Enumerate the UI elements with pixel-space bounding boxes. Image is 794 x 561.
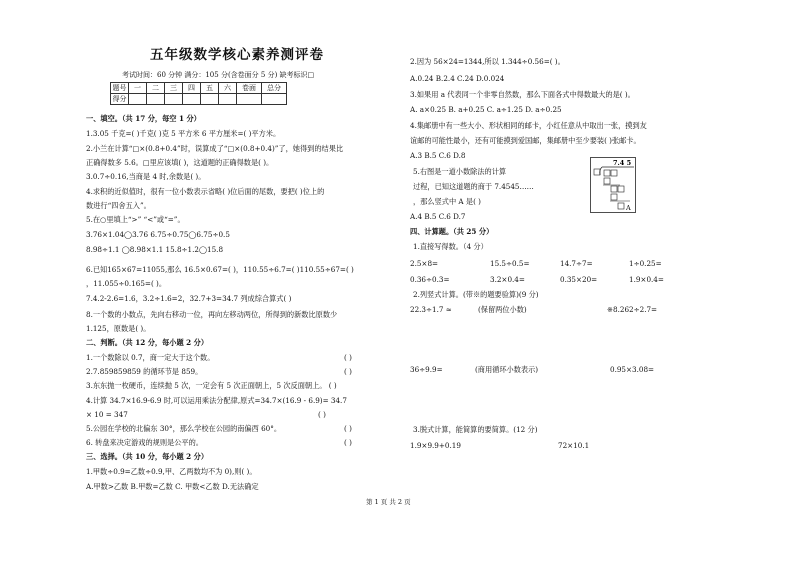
score-cell: 二 <box>147 83 165 94</box>
question-text: 7.4.2-2.6=1.6，3.2÷1.6=2，32.7+3=34.7 列成综合算式( ) <box>86 294 292 303</box>
score-table-score-row <box>111 94 287 105</box>
compare-row: 8.98÷1.1 ◯8.98×1.1 15.8÷1.2◯15.8 <box>86 245 224 254</box>
vertical-calc-item: 0.95×3.08= <box>610 365 655 374</box>
choice-question: 4.集邮册中有一些大小、形状相同的邮卡，小红任意从中取出一张，摸到友 <box>410 121 647 130</box>
question-text: 2.小兰在计算“□×(0.8+0.4”时，误算成了“□×(0.8+0.4)”了，她得到的结果比 <box>86 144 344 153</box>
score-table <box>110 82 287 105</box>
vertical-calc-note: (保留两位小数) <box>478 305 527 314</box>
choice-question: 1.甲数÷0.9=乙数÷0.9,甲、乙两数均不为 0),则( )。 <box>86 467 257 476</box>
judge-item: 2.7.859859859 的循环节是 859。 <box>86 367 203 376</box>
question-text: 数进行“四舍五入”。 <box>86 201 151 210</box>
answer-paren: ( ) <box>344 438 352 447</box>
question-text: 6.已知165×67=11055,那么 16.5×0.67=( )，110.55÷6.7=( )110.55÷67=( ) <box>86 265 354 274</box>
score-blank <box>262 94 287 105</box>
answer-paren: ( ) <box>344 367 352 376</box>
oral-calc-item: 0.35×20= <box>560 275 598 284</box>
score-cell: 五 <box>201 83 219 94</box>
question-text: 4.求积的近似值时，很有一位小数表示省略( )位后面的尾数，要把( )位上的 <box>86 187 325 196</box>
oral-calc-item: 15.5÷0.5= <box>490 259 530 268</box>
choice-question: 3.如果用 a 代表同一个非零自然数，那么下面各式中得数最大的是( )。 <box>410 90 635 99</box>
question-text: 1.3.05 千克=( )千克( )克 5 平方米 6 平方厘米=( )平方米。 <box>86 129 281 138</box>
subsection-title: 3.脱式计算，能简算的要简算。(12 分) <box>413 425 538 434</box>
choice-question: ，那么竖式中 A 是( ) <box>413 197 481 206</box>
choice-question: 谊邮的可能性最小，还有可能摸到爱国邮，集邮册中至少要装( )张邮卡。 <box>410 136 641 145</box>
exam-meta: 考试时间：60 分钟 满分：105 分(含卷面分 5 分) 缺考标识□ <box>122 71 315 79</box>
score-cell: 一 <box>129 83 147 94</box>
question-text: 正确得数多 5.6。□里应该填( )，这道题的正确得数是( )。 <box>86 158 274 167</box>
score-table-header-row <box>111 83 287 94</box>
subsection-title: 2.列竖式计算。(带※的题要验算)(9 分) <box>413 290 539 299</box>
section-fill-blank-title: 一、填空。（共 17 分，每空 1 分） <box>86 114 201 123</box>
vertical-calc-note: (商用循环小数表示) <box>475 365 539 374</box>
subsection-title: 1.直接写得数。（4 分） <box>413 242 488 251</box>
answer-paren: ( ) <box>344 353 352 362</box>
page-footer: 第 1 页 共 2 页 <box>366 498 411 506</box>
score-cell: 六 <box>219 83 237 94</box>
choice-options: A. a×0.25 B. a+0.25 C. a÷1.25 D. a÷0.25 <box>410 105 562 114</box>
choice-options: A.0.24 B.2.4 C.24 D.0.024 <box>410 74 505 83</box>
question-text: 8.一个数的小数点，先向右移动一位，再向左移动两位，所得到的新数比原数少 <box>86 310 338 319</box>
score-blank <box>129 94 147 105</box>
diagram-a-label: A <box>626 204 631 212</box>
vertical-calc-item: 36÷9.9= <box>410 365 443 374</box>
score-cell: 得分 <box>112 95 127 103</box>
score-blank <box>201 94 219 105</box>
vertical-calc-item: 22.3÷1.7 ≈ <box>410 305 452 314</box>
score-blank <box>183 94 201 105</box>
section-judge-title: 二、判断。（共 12 分，每小题 2 分） <box>86 338 209 347</box>
score-blank <box>237 94 262 105</box>
diagram-quotient: 7.4 5 <box>613 159 632 167</box>
choice-options: A.3 B.5 C.6 D.8 <box>410 151 466 160</box>
answer-paren: ( ) <box>318 410 326 419</box>
choice-options: A.甲数>乙数 B.甲数=乙数 C. 甲数<乙数 D.无法确定 <box>86 482 259 491</box>
judge-item: 3.东东抛一枚硬币，连续抛 5 次，一定会有 5 次正面朝上，5 次反面朝上。 ( ) <box>86 381 337 390</box>
score-blank <box>219 94 237 105</box>
oral-calc-item: 2.5×8= <box>410 259 439 268</box>
score-cell: 四 <box>183 83 201 94</box>
judge-item: 6. 转盘来决定游戏的规则是公平的。 <box>86 438 203 447</box>
oral-calc-item: 1÷0.25= <box>629 259 662 268</box>
question-text: 3.0.7÷0.16,当商是 4 时,余数是( )。 <box>86 172 206 181</box>
choice-question: 2.因为 56×24=1344,所以 1.344÷0.56=( )。 <box>410 57 565 66</box>
judge-item: × 10 = 347 <box>86 410 128 419</box>
answer-paren: ( ) <box>344 424 352 433</box>
long-division-diagram <box>590 157 636 213</box>
choice-options: A.4 B.5 C.6 D.7 <box>410 212 466 221</box>
step-calc-item: 72×10.1 <box>558 441 590 450</box>
section-choice-title: 三、选择。（共 10 分，每小题 2 分） <box>86 452 209 461</box>
oral-calc-item: 1.9×0.4= <box>629 275 664 284</box>
score-cell: 总分 <box>262 83 287 94</box>
exam-title: 五年级数学核心素养测评卷 <box>150 47 324 63</box>
question-text: 1.125，原数是( )。 <box>86 324 151 333</box>
score-cell: 题号 <box>112 84 127 92</box>
question-text: 5.在○里填上“>” “<”或“=”。 <box>86 215 185 224</box>
question-text: ，11.055÷0.165=( )。 <box>86 279 167 288</box>
score-cell: 卷面 <box>237 83 262 94</box>
judge-item: 1.一个数除以 0.7，商一定大于这个数。 <box>86 353 215 362</box>
score-blank <box>165 94 183 105</box>
long-division-figure <box>590 157 636 213</box>
section-calc-title: 四、计算题。（共 25 分） <box>410 227 494 236</box>
score-blank <box>147 94 165 105</box>
oral-calc-item: 0.36÷0.3= <box>410 275 450 284</box>
vertical-calc-item: ※8.262÷2.7= <box>607 305 658 314</box>
score-cell: 三 <box>165 83 183 94</box>
choice-question: 过程，已知这道题的商于 7.4545…… <box>413 182 534 191</box>
step-calc-item: 1.9×9.9+0.19 <box>410 441 461 450</box>
compare-row: 3.76×1.04◯3.76 6.75÷0.75◯6.75÷0.5 <box>86 230 230 239</box>
judge-item: 4.计算 34.7×16.9-6.9 时,可以运用乘法分配律,原式=34.7×(16.9 - 6.9)= 34.7 <box>86 396 347 405</box>
oral-calc-item: 14.7÷7= <box>560 259 593 268</box>
choice-question: 5.右图是一道小数除法的计算 <box>413 167 507 176</box>
judge-item: 5.公园在学校的北偏东 30°，那么学校在公园的南偏西 60°。 <box>86 424 282 433</box>
oral-calc-item: 3.2×0.4= <box>490 275 525 284</box>
